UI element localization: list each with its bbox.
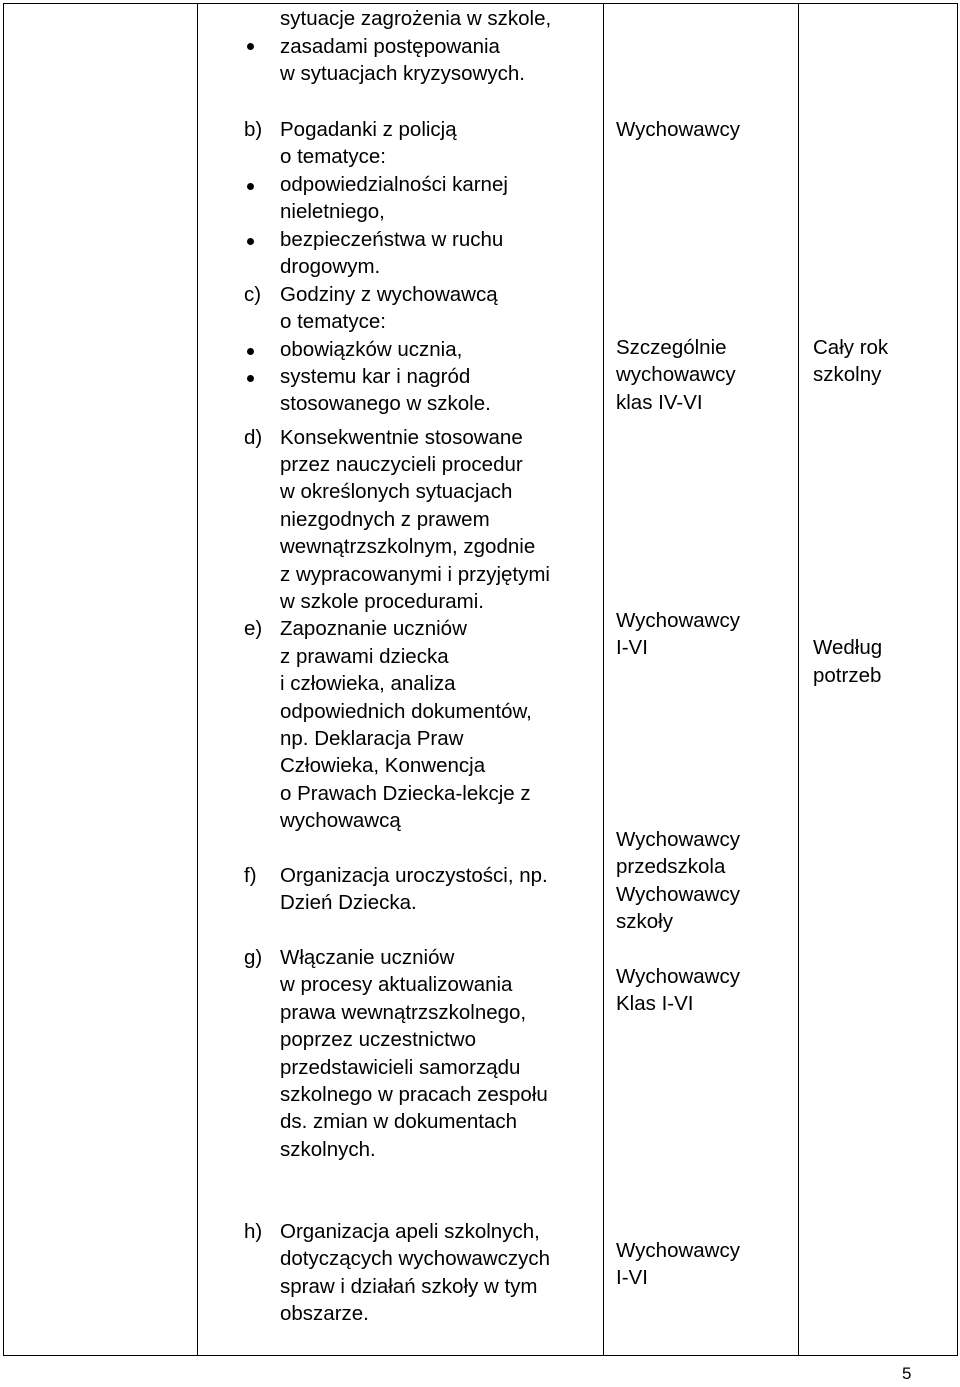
activity-item-text: szkolnych.: [280, 1138, 376, 1161]
activity-item-text: Zapoznanie uczniów: [280, 617, 467, 640]
responsible-text: I-VI: [616, 636, 648, 659]
responsible-text: Wychowawcy: [616, 828, 740, 851]
activity-item-text: Włączanie uczniów: [280, 946, 455, 969]
activity-item-text: spraw i działań szkoły w tym: [280, 1275, 538, 1298]
activity-item-text: wychowawcą: [280, 809, 401, 832]
responsible-text: Wychowawcy: [616, 883, 740, 906]
activity-item-text: szkolnego w pracach zespołu: [280, 1083, 548, 1106]
activity-item-text: np. Deklaracja Praw: [280, 727, 464, 750]
activity-item-text: Godziny z wychowawcą: [280, 283, 498, 306]
activity-bullet-text: zasadami postępowania: [280, 35, 500, 58]
activity-bullet-text: stosowanego w szkole.: [280, 392, 491, 415]
activity-item-text: obszarze.: [280, 1302, 369, 1325]
table-border-right: [957, 3, 958, 1356]
activity-item-text: w szkole procedurami.: [280, 590, 484, 613]
responsible-text: klas IV-VI: [616, 391, 703, 414]
table-border-top: [3, 3, 958, 4]
bullet-icon: [247, 43, 254, 50]
activity-item-text: w procesy aktualizowania: [280, 973, 513, 996]
activity-item-text: odpowiednich dokumentów,: [280, 700, 532, 723]
activity-item-label: f): [244, 864, 257, 887]
table-border-bottom: [3, 1355, 958, 1356]
activity-item-text: o tematyce:: [280, 145, 386, 168]
activity-bullet-text: sytuacje zagrożenia w szkole,: [280, 7, 552, 30]
timing-text: Według: [813, 636, 883, 659]
activity-item-text: wewnątrzszkolnym, zgodnie: [280, 535, 536, 558]
activity-item-text: i człowieka, analiza: [280, 672, 456, 695]
activity-item-text: Organizacja apeli szkolnych,: [280, 1220, 540, 1243]
table-column-divider: [798, 3, 799, 1356]
responsible-text: przedszkola: [616, 855, 726, 878]
activity-item-label: h): [244, 1220, 263, 1243]
activity-item-text: prawa wewnątrzszkolnego,: [280, 1001, 527, 1024]
activity-item-text: z prawami dziecka: [280, 645, 449, 668]
activity-item-text: poprzez uczestnictwo: [280, 1028, 476, 1051]
activity-item-text: Dzień Dziecka.: [280, 891, 417, 914]
activity-item-text: o tematyce:: [280, 310, 386, 333]
bullet-icon: [247, 238, 254, 245]
activity-item-text: przedstawicieli samorządu: [280, 1056, 521, 1079]
responsible-text: Wychowawcy: [616, 965, 740, 988]
page-number: 5: [902, 1364, 912, 1383]
table-column-divider: [197, 3, 198, 1356]
activity-item-text: dotyczących wychowawczych: [280, 1247, 551, 1270]
table-border-left: [3, 3, 4, 1356]
responsible-text: I-VI: [616, 1266, 648, 1289]
responsible-text: wychowawcy: [616, 363, 736, 386]
activity-item-text: Konsekwentnie stosowane: [280, 426, 523, 449]
activity-item-label: c): [244, 283, 262, 306]
activity-item-text: ds. zmian w dokumentach: [280, 1110, 518, 1133]
responsible-text: szkoły: [616, 910, 673, 933]
activity-bullet-text: obowiązków ucznia,: [280, 338, 463, 361]
activity-bullet-text: w sytuacjach kryzysowych.: [280, 62, 525, 85]
bullet-icon: [247, 348, 254, 355]
activity-item-label: d): [244, 426, 263, 449]
activity-item-text: niezgodnych z prawem: [280, 508, 490, 531]
activity-item-text: Organizacja uroczystości, np.: [280, 864, 548, 887]
responsible-text: Wychowawcy: [616, 1239, 740, 1262]
timing-text: szkolny: [813, 363, 882, 386]
activity-bullet-text: drogowym.: [280, 255, 381, 278]
activity-item-text: Pogadanki z policją: [280, 118, 457, 141]
activity-item-text: przez nauczycieli procedur: [280, 453, 523, 476]
timing-text: potrzeb: [813, 664, 882, 687]
activity-bullet-text: bezpieczeństwa w ruchu: [280, 228, 504, 251]
responsible-text: Wychowawcy: [616, 609, 740, 632]
responsible-text: Klas I-VI: [616, 992, 694, 1015]
activity-item-text: w określonych sytuacjach: [280, 480, 513, 503]
responsible-text: Szczególnie: [616, 336, 727, 359]
activity-item-text: o Prawach Dziecka-lekcje z: [280, 782, 531, 805]
activity-bullet-text: odpowiedzialności karnej: [280, 173, 508, 196]
activity-item-text: z wypracowanymi i przyjętymi: [280, 563, 550, 586]
activity-item-label: e): [244, 617, 263, 640]
activity-item-label: b): [244, 118, 263, 141]
responsible-text: Wychowawcy: [616, 118, 740, 141]
bullet-icon: [247, 375, 254, 382]
timing-text: Cały rok: [813, 336, 889, 359]
bullet-icon: [247, 183, 254, 190]
activity-bullet-text: nieletniego,: [280, 200, 385, 223]
activity-bullet-text: systemu kar i nagród: [280, 365, 471, 388]
activity-item-text: Człowieka, Konwencja: [280, 754, 486, 777]
activity-item-label: g): [244, 946, 263, 969]
table-column-divider: [603, 3, 604, 1356]
